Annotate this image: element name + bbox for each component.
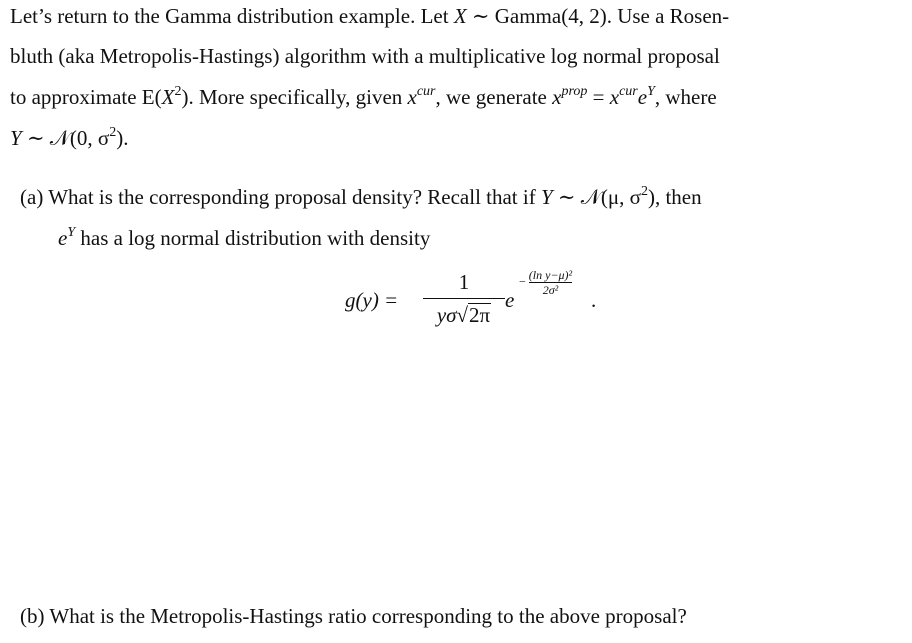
part-a-line-1: (a) What is the corresponding proposal density? Recall that if Y ∼ 𝒩(μ, $\sigma^2$), then — [20, 184, 702, 209]
formula-denominator: yσ√2π — [436, 303, 491, 327]
formula-exponential-base: e — [505, 288, 515, 312]
fraction-bar — [423, 298, 505, 299]
intro-line-1: Let’s return to the Gamma distribution example. Let X ∼ Gamma(4, 2). Use a Rosen- — [10, 4, 730, 28]
part-a-line-2: $e^Y$ has a log normal distribution with density — [58, 225, 431, 250]
formula-numerator: 1 — [458, 270, 470, 294]
part-b-label: (b) — [20, 604, 45, 628]
part-b-line: (b) What is the Metropolis-Hastings ratio corresponding to the above proposal? — [20, 604, 687, 628]
exponent-numerator: (ln y−μ)² — [528, 268, 573, 282]
formula-exponent: − $\frac{\text{(ln y−μ)²}}{\text{2σ²}}$ — [519, 268, 573, 297]
intro-line-3: to approximate $E(X^2)$. More specifically, given $x^{cur}$, we generate $x^{prop} = x^{cur}e^Y$, where — [10, 84, 717, 109]
formula-lhs: g(y) = — [345, 288, 399, 312]
part-a-label: (a) — [20, 185, 44, 209]
intro-line-2: bluth (aka Metropolis-Hastings) algorithm with a multiplicative log normal proposal — [10, 44, 720, 68]
intro-line-4: Y ∼ 𝒩(0, $\sigma^2$). — [10, 125, 129, 150]
formula-fraction — [423, 268, 505, 329]
formula-period: . — [591, 288, 597, 312]
lognormal-density-formula — [345, 268, 615, 338]
exponent-denominator: 2σ² — [542, 283, 559, 297]
